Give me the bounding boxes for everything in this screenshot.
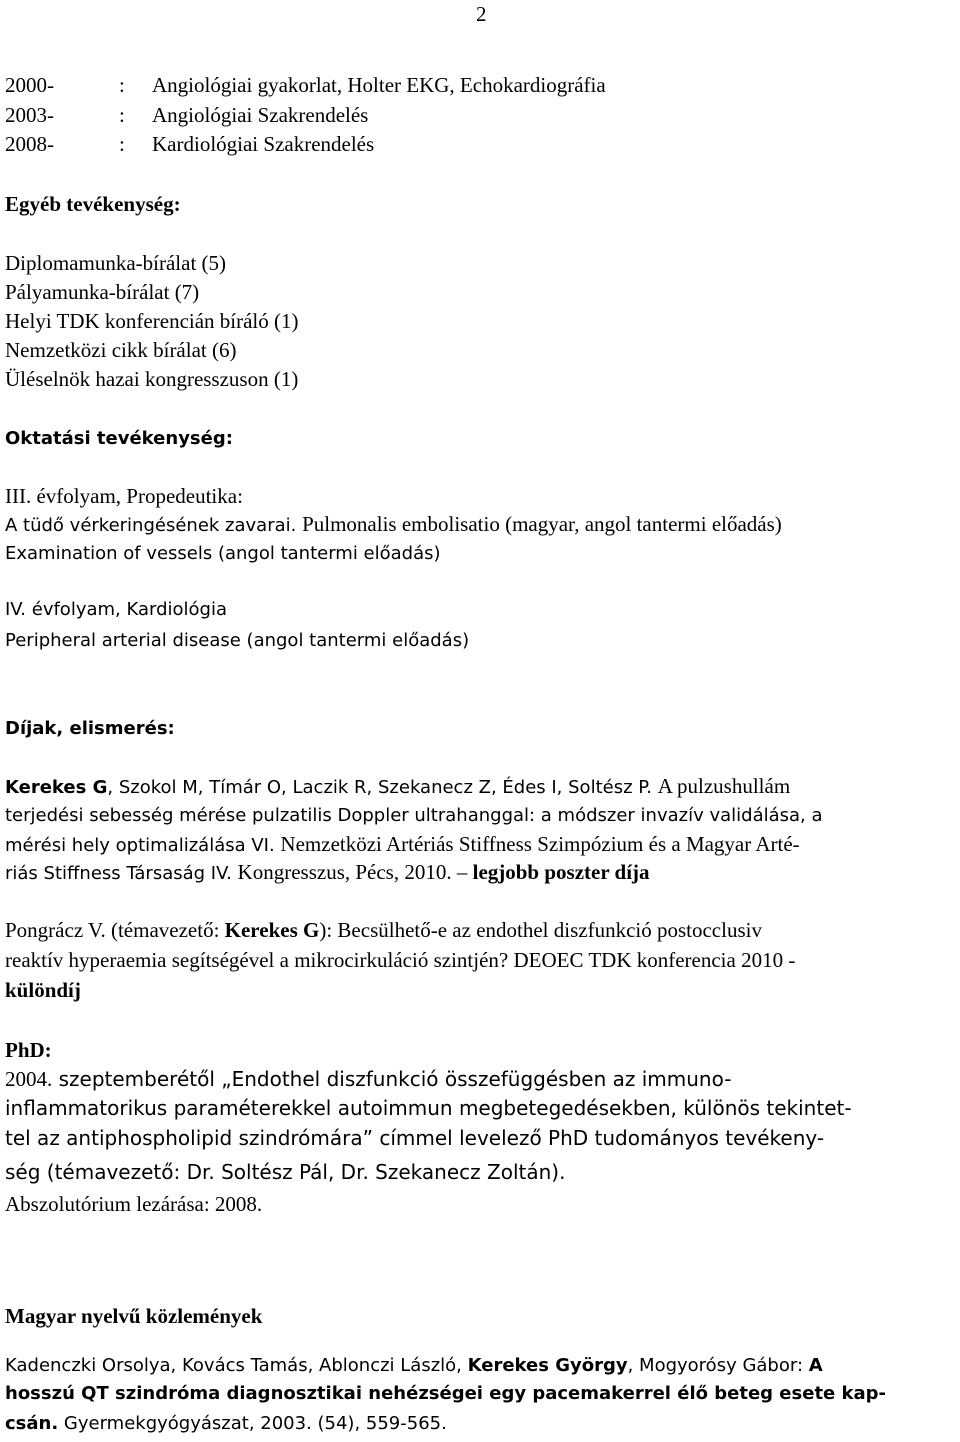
publication-line-1 [5, 1357, 823, 1375]
award-student: Pongrácz V. [5, 918, 111, 942]
publication-author-bold: Kerekes György [467, 1355, 628, 1376]
career-row-2000 [5, 75, 606, 96]
career-row-2003 [5, 105, 368, 126]
award-1-line-4 [5, 862, 650, 883]
other-activity-item: Üléselnök hazai kongresszuson (1) [5, 367, 299, 391]
phd-heading: PhD: [5, 1038, 52, 1062]
award-2-line-1 [5, 920, 762, 941]
publications-heading: Magyar nyelvű közlemények [5, 1304, 263, 1328]
award-title-start: A pulzushullám [657, 774, 791, 798]
phd-year: 2004. [5, 1067, 53, 1091]
phd-line-1 [5, 1069, 731, 1090]
award-text: (témavezető: [110, 918, 225, 942]
career-text: Angiológiai Szakrendelés [152, 103, 369, 127]
career-colon: : [119, 132, 125, 156]
award-2-line-2: reaktív hyperaemia segítségével a mikrocirkuláció szintjén? DEOEC TDK konferencia 2010 - [5, 948, 796, 972]
phd-line-3: tel az antiphospholipid szindrómára” címmel levelező PhD tudományos tevékeny- [5, 1126, 825, 1150]
career-year: 2000- [5, 73, 54, 97]
phd-line-5: Abszolutórium lezárása: 2008. [5, 1192, 263, 1216]
award-text: Nemzetközi Artériás Stiffness Szimpózium és a Magyar Arté- [280, 832, 800, 856]
teaching-year4-title: IV. évfolyam, Kardiológia [5, 599, 227, 620]
teaching-year3-line1 [5, 514, 782, 535]
publication-title-start: A [808, 1355, 823, 1376]
award-text: Kongresszus, Pécs, 2010. – [237, 860, 473, 884]
award-author-bold: Kerekes G [224, 918, 320, 942]
career-colon: : [119, 73, 125, 97]
other-activity-item: Diplomamunka-bírálat (5) [5, 251, 227, 275]
publication-authors: , Mogyorósy Gábor: [627, 1355, 809, 1376]
publication-journal: Gyermekgyógyászat, 2003. (54), 559-565. [58, 1413, 447, 1434]
publication-authors: Kadenczki Orsolya, Kovács Tamás, Ablonczi László, [5, 1355, 468, 1376]
teaching-topic-embolism: Pulmonalis embolisatio (magyar, angol tantermi előadás) [302, 512, 782, 536]
awards-heading: Díjak, elismerés: [5, 718, 175, 739]
award-title: Becsülhető-e az endothel diszfunkció postocclusiv [337, 918, 762, 942]
award-text: riás Stiffness Társaság IV. [5, 863, 238, 884]
career-year: 2003- [5, 103, 54, 127]
career-text: Angiológiai gyakorlat, Holter EKG, Echokardiográfia [152, 73, 606, 97]
other-activity-item: Pályamunka-bírálat (7) [5, 280, 200, 304]
other-activity-item: Helyi TDK konferencián bíráló (1) [5, 309, 299, 333]
page-number: 2 [476, 2, 487, 26]
award-text: ): [319, 918, 338, 942]
other-activity-heading: Egyéb tevékenység: [5, 192, 181, 216]
award-1-line-3 [5, 834, 800, 855]
career-colon: : [119, 103, 125, 127]
phd-line-2: inflammatorikus paraméterekkel autoimmun megbetegedésekben, különös tekintet- [5, 1096, 852, 1120]
career-text: Kardiológiai Szakrendelés [152, 132, 375, 156]
teaching-year3-line2: Examination of vessels (angol tantermi előadás) [5, 543, 441, 564]
publication-line-2: hosszú QT szindróma diagnosztikai nehézségei egy pacemakerrel élő beteg esete kap- [5, 1383, 886, 1404]
other-activity-item: Nemzetközi cikk bírálat (6) [5, 338, 237, 362]
teaching-heading: Oktatási tevékenység: [5, 428, 233, 449]
award-author-bold: Kerekes G [5, 777, 108, 798]
teaching-topic-lung: A tüdő vérkeringésének zavarai. [5, 515, 303, 536]
teaching-year4-line1: Peripheral arterial disease (angol tantermi előadás) [5, 630, 470, 651]
publication-title-end: csán. [5, 1413, 59, 1434]
award-prize: legjobb poszter díja [472, 860, 650, 884]
award-1-line-2: terjedési sebesség mérése pulzatilis Doppler ultrahanggal: a módszer invazív validálása, a [5, 805, 823, 826]
award-2-prize: különdíj [5, 978, 81, 1002]
teaching-year3-title: III. évfolyam, Propedeutika: [5, 484, 243, 508]
career-year: 2008- [5, 132, 54, 156]
phd-text: szeptemberétől „Endothel diszfunkció összefüggésben az immuno- [52, 1067, 732, 1091]
award-text: mérési hely optimalizálása VI. [5, 835, 281, 856]
publication-line-3 [5, 1415, 447, 1433]
career-row-2008 [5, 134, 374, 155]
phd-line-4: ség (témavezető: Dr. Soltész Pál, Dr. Szekanecz Zoltán). [5, 1160, 566, 1184]
award-authors: , Szokol M, Tímár O, Laczik R, Szekanecz Z, Édes I, Soltész P. [107, 777, 658, 798]
award-1-line-1 [5, 776, 790, 797]
